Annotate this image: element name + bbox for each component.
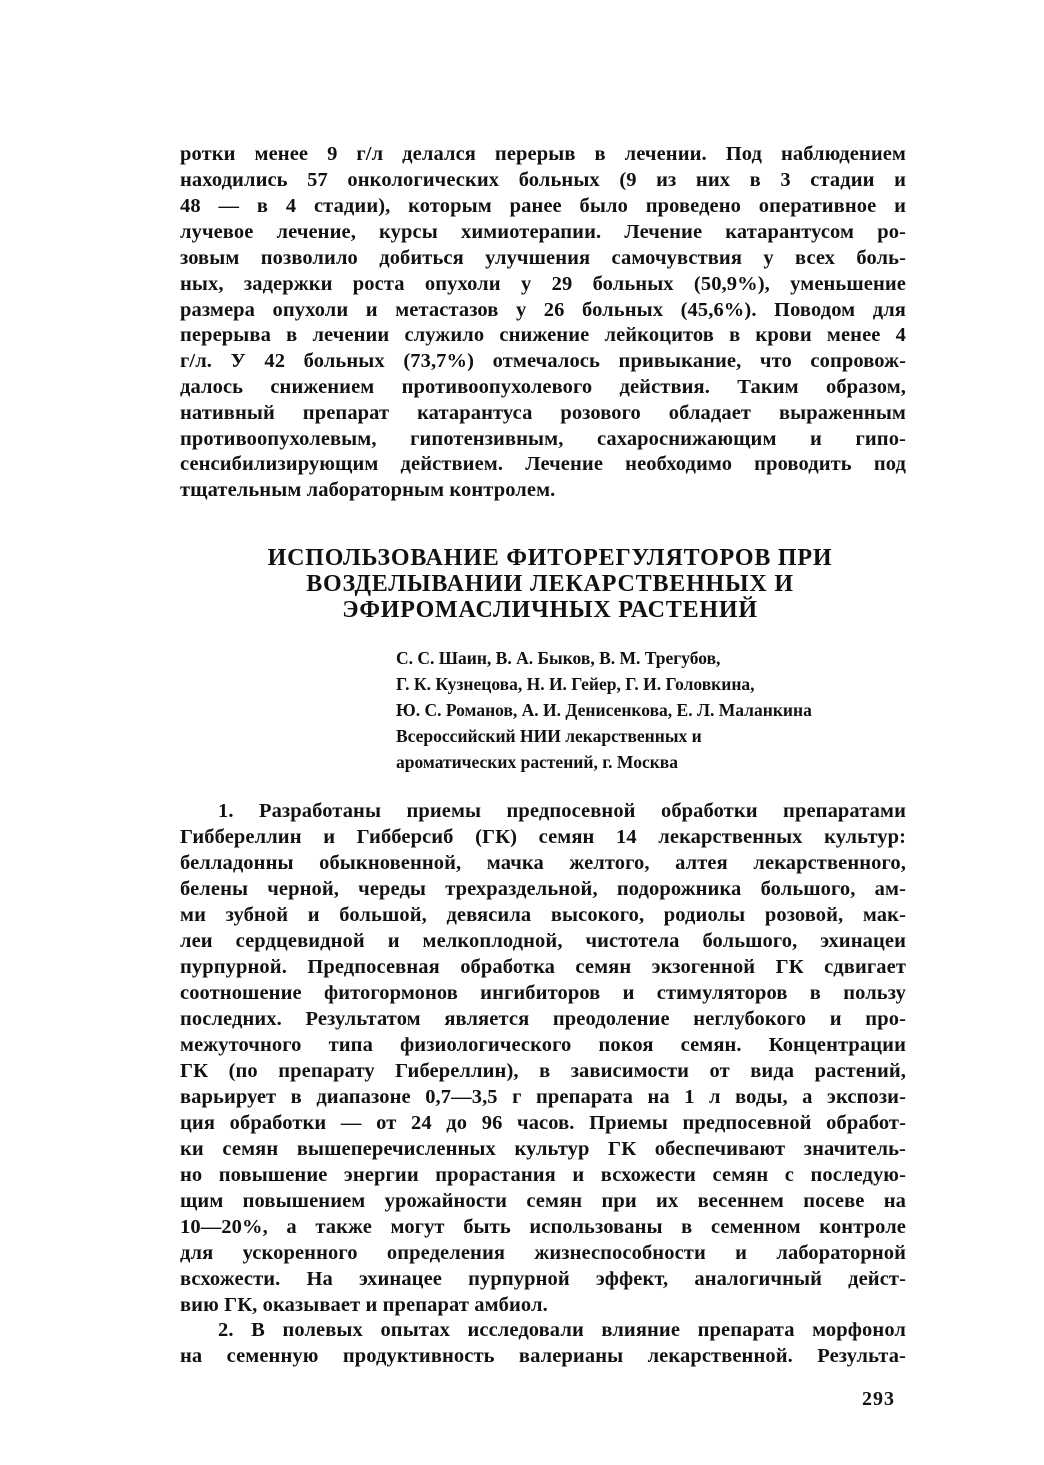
text-line: 1. Разработаны приемы предпосевной обработки препаратами: [218, 800, 906, 822]
text-line: щим повышением урожайности семян при их весеннем посеве на: [180, 1190, 906, 1212]
text-line: сенсибилизирующим действием. Лечение необходимо проводить под: [180, 453, 906, 475]
text-line: 48 — в 4 стадии), которым ранее было проведено оперативное и: [180, 195, 906, 217]
text-line: находились 57 онкологических больных (9 из них в 3 стадии и: [180, 169, 906, 191]
text-line: межуточного типа физиологического покоя семян. Концентрации: [180, 1034, 906, 1056]
text-line: г/л. У 42 больных (73,7%) отмечалось привыкание, что сопровож-: [180, 350, 906, 372]
text-line: зовым позволило добиться улучшения самочувствия у всех боль-: [180, 247, 906, 269]
text-line: 2. В полевых опытах исследовали влияние препарата морфонол: [218, 1319, 906, 1341]
text-line: размера опухоли и метастазов у 26 больных (45,6%). Поводом для: [180, 299, 906, 321]
text-line: ных, задержки роста опухоли у 29 больных (50,9%), уменьшение: [180, 273, 906, 295]
text-line: Гиббереллин и Гибберсиб (ГК) семян 14 лекарственных культур:: [180, 826, 906, 848]
author-line: С. С. Шаин, В. А. Быков, В. М. Трегубов,: [396, 648, 721, 668]
text-line: вию ГК, оказывает и препарат амбиол.: [180, 1294, 548, 1316]
text-line: для ускоренного определения жизнеспособности и лабораторной: [180, 1242, 906, 1264]
text-line: 10—20%, а также могут быть использованы в семенном контроле: [180, 1216, 906, 1238]
text-line: белены черной, череды трехраздельной, подорожника большого, ам-: [180, 878, 906, 900]
text-line: леи сердцевидной и мелкоплодной, чистотела большого, эхинацеи: [180, 930, 906, 952]
affiliation-line: ароматических растений, г. Москва: [396, 752, 679, 772]
text-line: противоопухолевым, гипотензивным, сахароснижающим и гипо-: [180, 428, 906, 450]
text-line: ция обработки — от 24 до 96 часов. Приемы предпосевной обработ-: [180, 1112, 906, 1134]
text-line: нативный препарат катарантуса розового обладает выраженным: [180, 402, 906, 424]
title-line: ВОЗДЕЛЫВАНИИ ЛЕКАРСТВЕННЫХ И: [306, 571, 794, 597]
text-line: ГК (по препарату Гибереллин), в зависимости от вида растений,: [180, 1060, 906, 1082]
text-line: но повышение энергии прорастания и всхожести семян с последую-: [180, 1164, 906, 1186]
text-line: варьирует в диапазоне 0,7—3,5 г препарата на 1 л воды, а экспози-: [180, 1086, 906, 1108]
text-line: последних. Результатом является преодоление неглубокого и про-: [180, 1008, 906, 1030]
text-line: ротки менее 9 г/л делался перерыв в лечении. Под наблюдением: [180, 143, 906, 165]
text-line: перерыва в лечении служило снижение лейкоцитов в крови менее 4: [180, 324, 906, 346]
text-line: соотношение фитогормонов ингибиторов и стимуляторов в пользу: [180, 982, 906, 1004]
text-line: ки семян вышеперечисленных культур ГК обеспечивают значитель-: [180, 1138, 906, 1160]
title-line: ЭФИРОМАСЛИЧНЫХ РАСТЕНИЙ: [342, 597, 758, 623]
text-line: пурпурной. Предпосевная обработка семян экзогенной ГК сдвигает: [180, 956, 906, 978]
text-line: всхожести. На эхинацее пурпурной эффект, аналогичный дейст-: [180, 1268, 906, 1290]
page-number: 293: [862, 1388, 895, 1410]
affiliation-line: Всероссийский НИИ лекарственных и: [396, 726, 702, 746]
title-line: ИСПОЛЬЗОВАНИЕ ФИТОРЕГУЛЯТОРОВ ПРИ: [267, 545, 833, 571]
text-line: далось снижением противоопухолевого действия. Таким образом,: [180, 376, 906, 398]
text-line: ми зубной и большой, девясила высокого, родиолы розовой, мак-: [180, 904, 906, 926]
author-line: Г. К. Кузнецова, Н. И. Гейер, Г. И. Головкина,: [396, 674, 755, 694]
text-line: тщательным лабораторным контролем.: [180, 479, 556, 501]
author-line: Ю. С. Романов, А. И. Денисенкова, Е. Л. Маланкина: [396, 700, 812, 720]
text-line: на семенную продуктивность валерианы лекарственной. Результа-: [180, 1345, 906, 1367]
text-line: лучевое лечение, курсы химиотерапии. Лечение катарантусом ро-: [180, 221, 906, 243]
text-line: белладонны обыкновенной, мачка желтого, алтея лекарственного,: [180, 852, 906, 874]
